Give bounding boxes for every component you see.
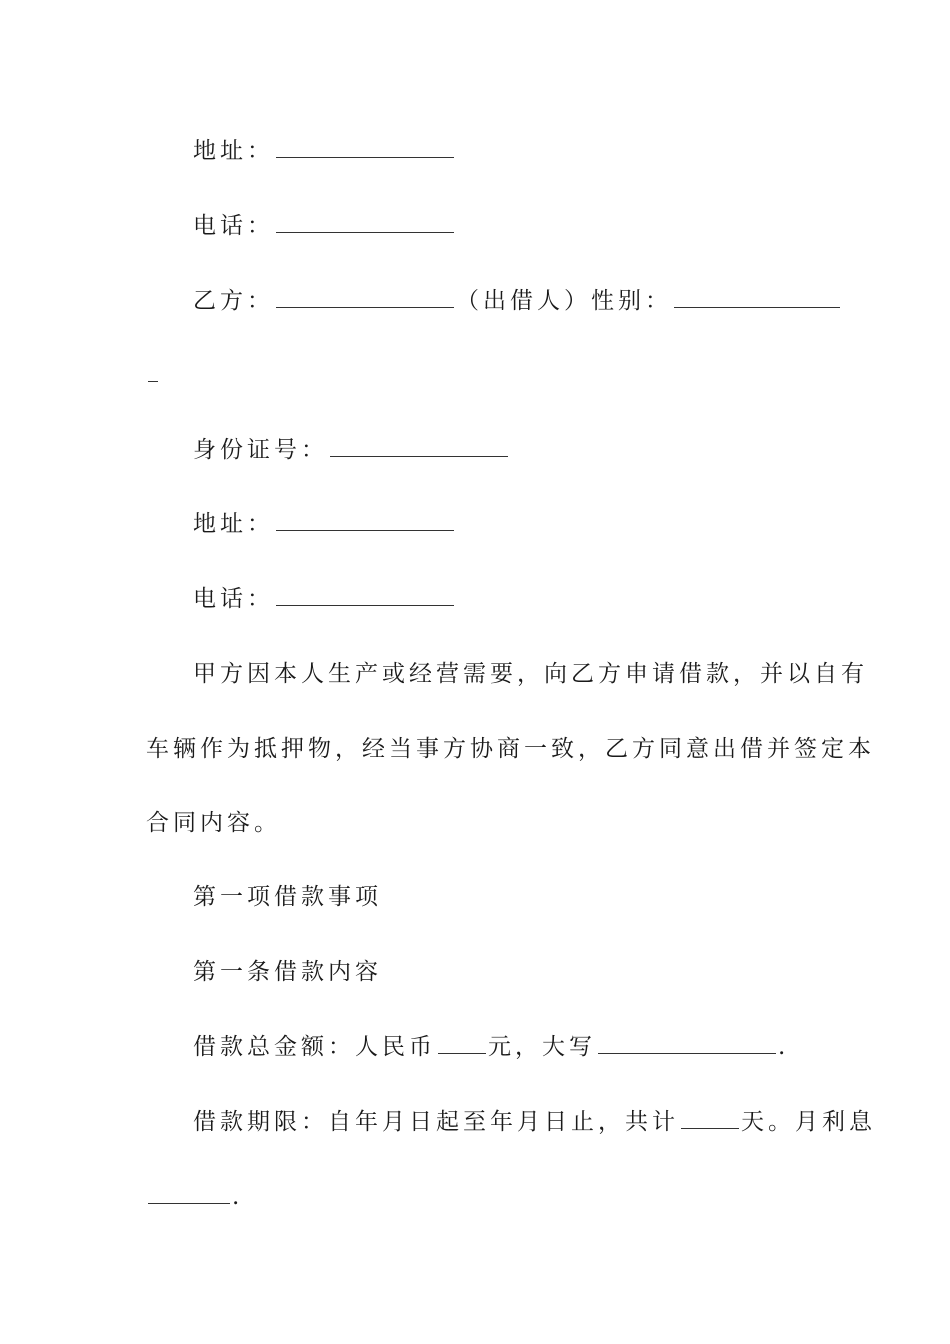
term-text: 借款期限：自年月日起至年月日止，共计	[193, 1109, 679, 1135]
interest-line	[146, 1182, 816, 1212]
gender-label: 性别：	[591, 288, 672, 314]
phone-blank[interactable]	[276, 587, 454, 606]
yuan-text: 元，大写	[488, 1034, 596, 1060]
party-b-name-blank[interactable]	[276, 289, 454, 308]
interest-period-mark: .	[232, 1184, 244, 1210]
party-a-address-line	[193, 136, 863, 166]
address-blank[interactable]	[276, 139, 454, 158]
days-blank[interactable]	[681, 1110, 739, 1129]
section-item-title	[193, 882, 863, 912]
phone-label: 电话：	[193, 213, 274, 239]
lender-role-text: （出借人）	[456, 288, 591, 314]
id-blank[interactable]	[330, 438, 508, 457]
preamble-text: 甲方因本人生产或经营需要，向乙方申请借款，并以自有	[193, 661, 868, 687]
gender-blank-continuation	[146, 360, 816, 390]
preamble-text: 车辆作为抵押物，经当事方协商一致，乙方同意出借并签定本	[146, 736, 875, 762]
party-b-phone-line	[193, 584, 863, 614]
party-b-label: 乙方：	[193, 288, 274, 314]
amount-uppercase-blank[interactable]	[598, 1035, 776, 1054]
party-b-address-line	[193, 509, 863, 539]
address-label: 地址：	[193, 138, 274, 164]
clause-title: 第一条借款内容	[193, 959, 382, 985]
amount-blank[interactable]	[438, 1035, 486, 1054]
item-title: 第一项借款事项	[193, 884, 382, 910]
address-blank[interactable]	[276, 512, 454, 531]
loan-amount-line	[193, 1032, 863, 1062]
party-a-phone-line	[193, 211, 863, 241]
preamble-text: 合同内容。	[146, 810, 281, 836]
phone-label: 电话：	[193, 586, 274, 612]
gender-blank-tail[interactable]	[148, 363, 158, 382]
period-mark: .	[778, 1034, 790, 1060]
loan-term-line	[193, 1107, 876, 1137]
id-label: 身份证号：	[193, 437, 328, 463]
preamble-line-2	[146, 734, 875, 764]
gender-blank[interactable]	[674, 289, 840, 308]
preamble-line-3	[146, 808, 816, 838]
preamble-line-1	[193, 659, 868, 689]
day-text: 天。月利息	[741, 1109, 876, 1135]
party-b-id-line	[193, 435, 863, 465]
party-b-line	[193, 286, 863, 316]
interest-blank[interactable]	[148, 1185, 230, 1204]
amount-label: 借款总金额：人民币	[193, 1034, 436, 1060]
phone-blank[interactable]	[276, 214, 454, 233]
section-clause-title	[193, 957, 863, 987]
address-label: 地址：	[193, 511, 274, 537]
